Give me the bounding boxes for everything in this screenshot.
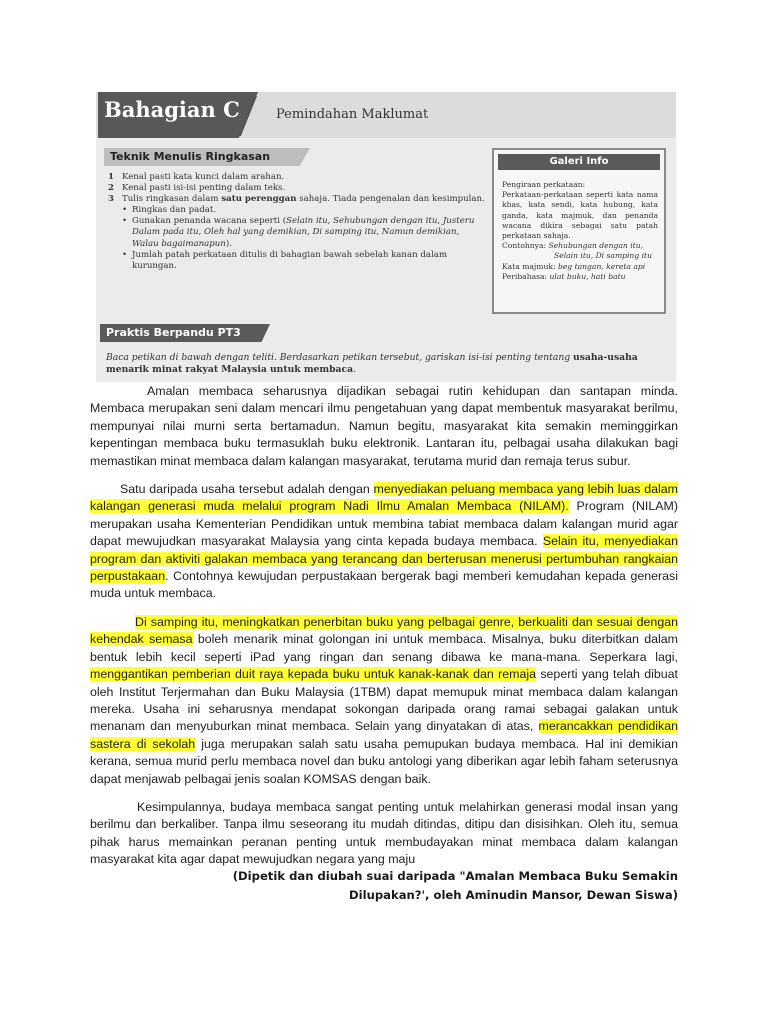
galeri-line: Perkataan-perkataan seperti kata nama khas, kata sendi, kata hubung, kata ganda, kata majmuk, dan penanda wacana dikira sebagai satu patah perkataan sahaja. [502, 190, 658, 241]
galeri-title: Galeri Info [498, 154, 660, 170]
item-number: 3 [108, 194, 114, 205]
paragraph-3 [90, 614, 678, 788]
bullet-text: Jumlah patah perkataan ditulis di bahagian bawah sebelah kanan dalam kurungan. [132, 249, 448, 271]
instruction-bold: usaha-usaha menarik minat rakyat Malaysia untuk membaca [106, 352, 638, 375]
galeri-label: Kata majmuk: [502, 261, 558, 271]
paragraph-conclusion: Kesimpulannya, budaya membaca sangat penting untuk melahirkan generasi modal insan yang berilmu dan berkaliber. Tanpa ilmu seseorang itu mudah ditindas, ditipu dan disisihkan. Oleh itu, semua pihak harus memainkan peranan penting untuk membudayakan minat membaca dalam kalangan masyarakat kita agar dapat mewujudkan negara yang maju [90, 799, 678, 867]
galeri-body [502, 180, 658, 282]
highlighted-point: merancakkan pendidikan sastera di sekolah [90, 719, 678, 751]
paragraph-text: juga merupakan salah satu usaha pemupukan budaya membaca. Hal ini demikian kerana, semua murid perlu membaca novel dan buku antologi yang diberikan agar lebih faham seterusnya dapat menjawab pelbagai jenis soalan KOMSAS dengan baik. [90, 736, 678, 786]
highlighted-point: menggantikan pemberian duit raya kepada buku untuk kanak-kanak dan remaja [90, 667, 537, 682]
teknik-bullet [108, 250, 486, 272]
galeri-example: ulat buku, hati batu [549, 271, 626, 281]
instruction-end: . [353, 364, 356, 375]
highlighted-point: menyediakan peluang membaca yang lebih luas dalam kalangan generasi muda melalui program Nadi Ilmu Amalan Membaca (NILAM). [90, 482, 678, 514]
item-text: Kenal pasti isi-isi penting dalam teks. [122, 183, 286, 194]
teknik-list [108, 172, 486, 272]
bullet-text-italic: Selain itu, Sehubungan dengan itu, Justeru Dalam pada itu, Oleh hal yang demikian, Di samping itu, Namun demikian, Walau bagaimanapun [132, 216, 475, 249]
highlighted-point: Selain itu, menyediakan program dan aktiviti galakan membaca yang terancang dan berterusan menerusi pertumbuhan rangkaian perpustakaan [90, 534, 678, 584]
teknik-item [108, 183, 486, 194]
galeri-label: Contohnya: [502, 241, 549, 251]
item-text-bold: satu perenggan [221, 194, 297, 205]
bullet-icon: • [122, 216, 128, 227]
galeri-example: Selain itu, Di samping itu [554, 251, 652, 261]
paragraph-text: boleh menarik minat golongan ini untuk membaca. Misalnya, buku diterbitkan dalam bentuk lebih kecil seperti iPad yang ringan dan senang dibawa ke mana-mana. Seperkara lagi, [90, 632, 678, 664]
instruction-text [106, 352, 672, 376]
instruction-italic: Baca petikan di bawah dengan teliti. Berdasarkan petikan tersebut, gariskan isi-isi penting tentang [106, 352, 574, 363]
teknik-item [108, 172, 486, 183]
galeri-line: Pengiraan perkataan: [502, 180, 586, 189]
citation [90, 867, 678, 905]
bullet-text-part: Gunakan penanda wacana seperti ( [132, 216, 287, 227]
bullet-text: Ringkas dan padat. [132, 205, 217, 216]
galeri-info-box [492, 148, 666, 314]
citation-line: (Dipetik dan diubah suai daripada "Amalan Membaca Buku Semakin [232, 869, 678, 883]
galeri-majmuk [502, 262, 658, 272]
bullet-icon: • [122, 249, 128, 260]
paragraph-text: seperti yang telah dibuat oleh Institut Terjermahan dan Buku Malaysia (1TBM) dapat memupuk minat membaca dalam kalangan mereka. Usaha ini seharusnya mendapat sokongan daripada orang ramai sebagai galakan untuk menanam dan menyuburkan minat membaca. Selain yang dinyatakan di atas, [90, 667, 678, 734]
item-text-part: Tulis ringkasan dalam [122, 194, 222, 205]
galeri-peribahasa [502, 272, 658, 282]
bullet-icon: • [122, 205, 128, 216]
paragraph-intro: Amalan membaca seharusnya dijadikan sebagai rutin kehidupan dan santapan minda. Membaca merupakan seni dalam mencari ilmu pengetahuan yang dapat membentuk masyarakat berilmu, mempunyai nilai murni serta bertamadun. Namun begitu, masyarakat kita semakin meminggirkan kepentingan membaca buku termasuklah buku elektronik. Lantaran itu, pelbagai usaha dilakukan bagi memastikan minat membaca dalam kalangan masyarakat, terutama murid dan remaja terus subur. [90, 384, 678, 468]
item-text-part: sahaja. Tiada pengenalan dan kesimpulan. [296, 194, 485, 205]
bullet-text [132, 216, 486, 249]
item-text [122, 194, 486, 205]
paragraph-text: Satu daripada usaha tersebut adalah dengan [120, 482, 374, 497]
galeri-contoh [502, 241, 658, 261]
bullet-text-part: ). [225, 238, 232, 249]
paragraph-text: Program (NILAM) merupakan usaha Kementerian Pendidikan untuk membina tabiat membaca dalam kalangan murid agar dapat mewujudkan masyarakat Malaysia yang cinta kepada budaya membaca. [90, 499, 678, 549]
item-number: 1 [108, 172, 114, 182]
item-text: Kenal pasti kata kunci dalam arahan. [122, 172, 285, 182]
teknik-bullet [108, 216, 486, 249]
module-title: Pemindahan Maklumat [276, 107, 429, 122]
teknik-bullet [108, 205, 486, 216]
galeri-example: beg tangan, kereta api [557, 261, 646, 271]
paragraph-text: . Contohnya kewujudan perpustakaan bergerak bagi memberi kemudahan kepada generasi muda untuk membaca. [90, 569, 678, 601]
paragraph-2 [90, 481, 678, 603]
passage [90, 383, 678, 880]
item-number: 2 [108, 183, 114, 194]
galeri-example: Sehubungan dengan itu, [548, 241, 644, 251]
citation-line: Dilupakan?', oleh Aminudin Mansor, Dewan Siswa) [349, 888, 678, 902]
section-title: Bahagian C [104, 97, 240, 122]
highlighted-point: Di samping itu, meningkatkan penerbitan buku yang pelbagai genre, berkualiti dan sesuai dengan kehendak semasa [90, 614, 678, 647]
textbook-scan [96, 92, 676, 382]
teknik-item [108, 194, 486, 205]
galeri-label: Peribahasa: [502, 271, 550, 281]
praktis-title: Praktis Berpandu PT3 [106, 326, 241, 339]
teknik-title: Teknik Menulis Ringkasan [110, 150, 271, 163]
